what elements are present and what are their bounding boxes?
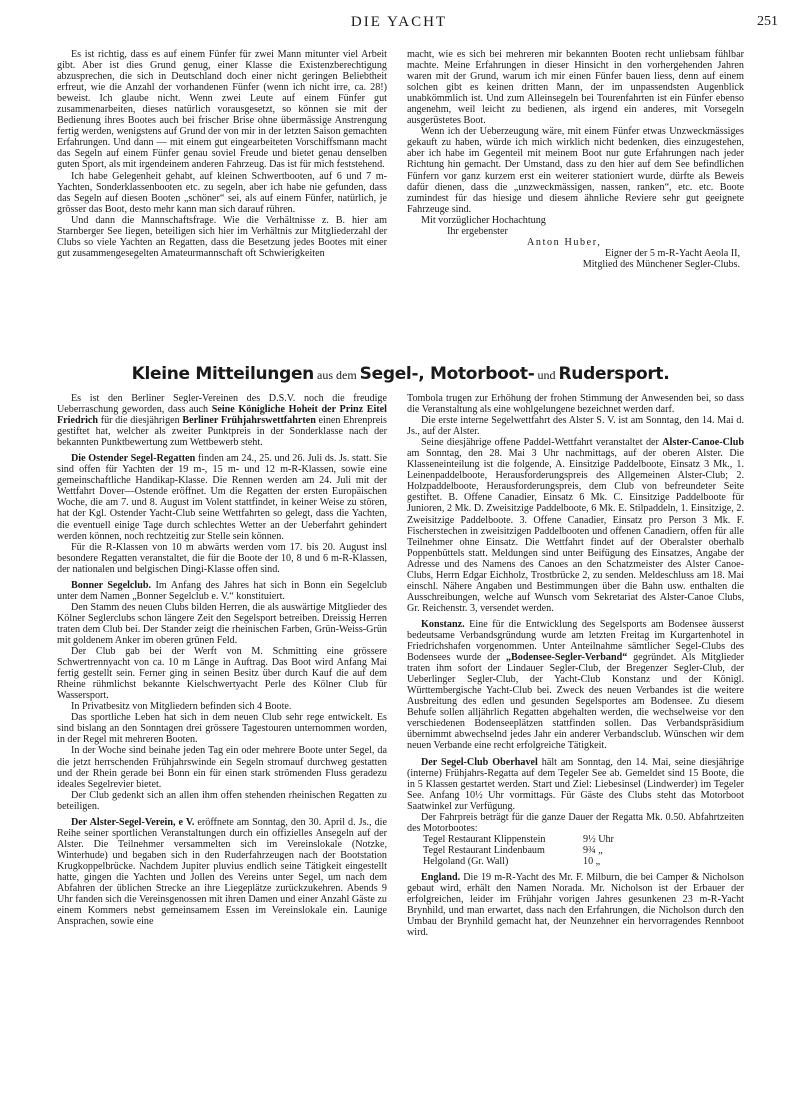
section-heading-text: und — [534, 368, 559, 382]
letter-paragraph: macht, wie es sich bei mehreren mir bekannten Booten recht unliebsam fühlbar machte. Meine Erfahrungen in dieser Hinsicht in den vorhergehenden Jahren waren mit der Grund, warum ich mir einen Fünfer bauen liess, denn auf einem solchen gibt es keinen dritten Mann, der im unpassendsten Augenblick unabkömmlich ist. Und zum Alleinsegeln bei Tourenfahrten ist ein Fünfer ebenso angenehm, weil leicht zu bedienen, als irgend ein anderes, mit Vorsegeln ausgerüstetes Boot. — [407, 49, 744, 127]
news-paragraph: Der Fahrpreis beträgt für die ganze Dauer der Regatta Mk. 0.50. Abfahrtzeiten des Motorbootes: — [407, 811, 744, 834]
letter-paragraph: Ich habe Gelegenheit gehabt, auf kleinen Schwertbooten, auf 6 und 7 m-Yachten, Sonderklassenbooten etc. zu segeln, aber ich habe nie gefunden, dass das Segeln auf diesen Booten „schöner“ sei, als auf einem Fünfer, natürlich, je grösser das Boot, desto mehr kann man sich darauf rühren. — [57, 170, 387, 215]
news-item-prince: Es ist den Berliner Segler-Vereinen des D.S.V. noch die freudige Ueberraschung geworden, dass auch Seine Königliche Hoheit der Prinz Eitel Friedrich für die diesjährigen Berliner Frühjahrswettfahrten einen Ehrenpreis gestiftet hat, welcher als zweiter Punktpreis in der Sonderklasse nach der bekannten Punktbewertung zum Wettbewerb steht. — [57, 393, 387, 449]
letter-closing: Mit vorzüglicher Hochachtung — [421, 214, 546, 226]
news-item-bonn: Bonner Segelclub. Im Anfang des Jahres hat sich in Bonn ein Segelclub unter dem Namen „Bonner Segelclub e. V.“ konstituiert. — [57, 579, 387, 602]
letter-paragraph: Es ist richtig, dass es auf einem Fünfer für zwei Mann mitunter viel Arbeit gibt. Aber ist dies Grund genug, einer Klasse die Existenzberechtigung abzusprechen, die sich in Deutschland doch einer nicht geringen Beliebtheit erfreut, wie die Anzahl der vorhandenen Fünfer (wenn ich nicht irre, ca. 28!) beweist. Ich glaube nicht. Wenn zwei Leute auf einem Fünfer gut zusammenarbeiten, dieses natürlich vorausgesetzt, so können sie mit der Bedienung ihres Bootes auch bei frischer Brise ohne übermässige Anstrengung fertig werden, wenigstens auf Grund der von mir in der letzten Saison gemachten Erfahrungen. Und dann — mit einem gut eingearbeiteten Vorschiffsmann macht das Segeln auf einem Fünfer genau soviel Freude und bietet genau denselben guten Sport, als mit irgendeinem anderen Fahrzeug. Das ist für mich feststehend. — [57, 49, 387, 171]
signature-name: Anton Huber, — [527, 236, 602, 248]
news-item-oberhavel: Der Segel-Club Oberhavel hält am Sonntag, den 14. Mai, seine diesjährige (interne) Frühjahrs-Regatta auf dem Tegeler See ab. Gemeldet sind 15 Boote, die in 5 Klassen gestartet werden. Start und Ziel: Liebesinsel (Lindwerder) im Tegeler See. Anfang 10½ Uhr vormittags. Für Gäste des Clubs steht das Motorboot Saatwinkel zur Verfügung. — [407, 756, 744, 812]
section-heading-main: Rudersport. — [558, 364, 670, 384]
letter-column-right — [407, 49, 744, 270]
page-header — [20, 14, 778, 34]
section-heading-text: aus dem — [314, 368, 360, 382]
section-heading — [57, 364, 744, 384]
news-paragraph: Für die R-Klassen von 10 m abwärts werden vom 17. bis 20. August insl besondere Regatten veranstaltet, die für die Boote der 10, 8 und 6 m-R-Klassen, der nationalen und belgischen Dingi-Klasse offen sind. — [57, 541, 387, 575]
signature-line: Mitglied des Münchener Segler-Clubs. — [582, 258, 740, 270]
signature-line: Eigner der 5 m-R-Yacht Aeola II, — [604, 247, 740, 259]
signature-line: Ihr ergebenster — [447, 225, 508, 237]
list-item: Tegel Restaurant Klippenstein 9½ Uhr — [423, 833, 614, 845]
letter-column-left — [57, 49, 387, 259]
letter-paragraph: Und dann die Mannschaftsfrage. Wie die Verhältnisse z. B. hier am Starnberger See liegen, beteiligen sich hier im Verhältnis zur Mitgliederzahl der Clubs so viele Yachten an Regatten, dass die Besetzung jedes Bootes mit einer gut zusammengesegelten Amateurmannschaft oft Schwierigkeiten — [57, 214, 387, 259]
section-heading-main: Kleine Mitteilungen — [131, 364, 314, 384]
news-item-konstanz: Konstanz. Eine für die Entwicklung des Segelsports am Bodensee äusserst bedeutsame Verbandsgründung wurde am letzten Freitag im Kurgartenhotel in Friedrichshafen vorgenommen. Unter Anteilnahme sämtlicher Segel-Clubs des Bodensees wurde der „Bodensee-Segler-Verband“ gegründet. Als Mitglieder traten ihm sofort der Lindauer Segler-Club, der Bregenzer Segler-Club, der Ueberlinger Segler-Club, der Yacht-Club Konstanz und der Königl. Württembergische Yacht-Club bei. Zweck des neuen Verbandes ist die weitere Ausbreitung des edlen und gesunden Segelsportes am Bodensee. Zu diesem Behufe sollen alljährlich Regatten abgehalten werden, die wechselweise vor den verschiedenen Bodenseeplätzen stattfinden sollen. Das Verbandspräsidium übernimmt abwechselnd jedes Jahr ein anderer Verbandsclub. Wünschen wir dem neuen Verbande eine recht erfolgreiche Tätigkeit. — [407, 618, 744, 752]
news-column-left — [57, 393, 387, 927]
news-item-alster: Der Alster-Segel-Verein, e V. eröffnete am Sonntag, den 30. April d. Js., die Reihe seiner sportlichen Veranstaltungen durch ein offizielles Ansegeln auf der Alster. Die Teilnehmer versammelten sich im Vereinslokale (Notzke, Winterhude) und begaben sich in den Ruderfahrzeugen nach der Bootstation Krugkoppelbrücke. Nachdem Jupiter pluvius endlich seine Tätigkeit eingestellt hatte, gingen die Yachten und Jollen des Vereins unter Segel, um nach dem Abfahren der üblichen Strecke an ihre Liegeplätze zurückzukehren. Abends 9 Uhr fanden sich die Vereinsgenossen mit ihren Damen und einer Anzahl Gäste zu einem Kommers nebst gemeinsamem Essen im Vereinslokale ein. Launige Ansprachen, sowie eine — [57, 816, 387, 928]
news-paragraph: Die erste interne Segelwettfahrt des Alster S. V. ist am Sonntag, den 14. Mai d. Js., auf der Alster. — [407, 415, 744, 438]
news-item-england: England. Die 19 m-R-Yacht des Mr. F. Milburn, die bei Camper & Nicholson gebaut wird, erhält den Namen Norada. Mr. Nicholson ist der Erbauer der erfolgreichen, leider im Frühjahr vorigen Jahres gesunkenen 23 m-R-Yacht Brynhild, und man erwartet, dass nach den Erfahrungen, die Nicholson durch den Umbau der Brynhild gemacht hat, der Neunzehner ein hervorragendes Rennboot wird. — [407, 871, 744, 939]
magazine-title: DIE YACHT — [350, 14, 448, 30]
list-item: Helgoland (Gr. Wall) 10 „ — [423, 855, 601, 867]
letter-signature — [407, 226, 744, 270]
section-heading-main: Segel-, Motorboot- — [359, 364, 535, 384]
page-number: 251 — [757, 14, 778, 29]
news-paragraph: Der Club gab bei der Werft von M. Schmitting eine grössere Schwertrennyacht von ca. 10 m Länge in Auftrag. Das Boot wird Anfang Mai fertig gestellt sein. Ferner ging in seinen Besitz über durch Kauf die auf dem Rheine rühmlichst bekannte Kielschwertyacht Perle des Kölner Club für Wassersport. — [57, 646, 387, 702]
news-paragraph: Das sportliche Leben hat sich in dem neuen Club sehr rege entwickelt. Es sind bislang an den Sonntagen drei grössere Tagestouren unternommen worden, in der Regel mit mehreren Booten. — [57, 712, 387, 746]
news-item-ostende: Die Ostender Segel-Regatten finden am 24., 25. und 26. Juli ds. Js. statt. Sie sind offen für Yachten der 19 m-, 15 m- und 12 m-R-Klassen, sowie eine gemeinschaftliche Handikap-Klasse. Die Rennen werden am 24. Juli mit der Wettfahrt Dover—Ostende eröffnet. Um die Regatten der ersten Europäischen Woche, die am 7. und 8. August im Volent stattfindet, in keiner Weise zu stören, hat der Kgl. Ostender Yacht-Club seine Wettfahrten so gelegt, dass die Yachten, die eventuell einige Tage durch schlechtes Wetter an der Ueberfahrt gehindert werden können, noch rechtzeitig zur Stelle sein können. — [57, 453, 387, 542]
news-paragraph: Tombola trugen zur Erhöhung der frohen Stimmung der Anwesenden bei, so dass die Veranstaltung als eine wohlgelungene bezeichnet werden darf. — [407, 393, 744, 416]
news-item-canoe: Seine diesjährige offene Paddel-Wettfahrt veranstaltet der Alster-Canoe-Club am Sonntag, den 28. Mai 3 Uhr nachmittags, auf der oberen Alster. Die Klasseneinteilung ist die folgende, A. Einsitzige Paddelboote, Einsatz 3 Mk., 1. Leinenpaddelboote, Herausforderungspreis des Allgemeinen Alster-Club; 2. Holzpaddelboote, Herausforderungspreis, dem Club von befreundeter Seite gestiftet. B. Offene Canadier, Einsatz 6 Mk. C. Einsitzige Paddelboote für Junioren, 2 Mk. D. Zweisitzige Paddelboote, 6 Mk. E. Stilpaddeln, 1. Einsitzige, 2. Zweisitzige Paddelboote. 3. Offene Canadier, Einsatz pro Person 3 Mk. F. Fischerstechen in zweisitzigen Paddelbooten und offenen Canadiern, offen für alle Teilnehmer ohne Einsatz. Die Wettfahrt findet auf der Oberalster oberhalb Poppenbüttels statt. Meldungen sind unter Beifügung des Einsatzes, Angabe der Adresse und des Namens des Canoes an den Schatzmeister des Alster Canoe-Clubs, Herrn Edgar Eichholz, Trostbrücke 2, zu senden. Meldeschluss am 18. Mai einschl. Nähere Angaben und Bestimmungen über die Bahn usw. enthalten die Ausschreibungen, welche auf Wunsch vom Sekretariat des Alster-Canoe Clubs, Gr. Reichenstr. 3, versendet werden. — [407, 437, 744, 614]
news-paragraph: Den Stamm des neuen Clubs bilden Herren, die als auswärtige Mitglieder des Kölner Seglerclubs schon längere Zeit den Segelsport betreiben. Dreissig Herren traten dem Club bei. Der Stander zeigt die rheinischen Farben, Grün-Weiss-Grün mit goldenem Anker im oberen grünen Feld. — [57, 601, 387, 646]
news-paragraph: Der Club gedenkt sich an allen ihm offen stehenden rheinischen Regatten zu beteiligen. — [57, 789, 387, 812]
letter-paragraph: Wenn ich der Ueberzeugung wäre, mit einem Fünfer etwas Unzweckmässiges gekauft zu haben, würde ich mich wirklich nicht bedenken, dies einzugestehen, aber ich habe im Gegenteil mit meinem Boot nur gute Erfahrungen nach jeder Richtung hin gemacht. Der Umstand, dass zu den hier auf dem See befindlichen Fünfern vor ganz kurzem erst ein weiterer stationiert wurde, dürfte als Beweis dafür dienen, dass die „unzweckmässigen, nassen, ranken“, etc. etc. Boote zumindest für das hiesige und diesem ähnliche Reviere sehr gut geeignete Fahrzeuge sind. — [407, 126, 744, 215]
departure-times-list — [407, 834, 744, 867]
list-item: Tegel Restaurant Lindenbaum 9¾ „ — [423, 844, 603, 856]
news-column-right — [407, 393, 744, 938]
news-paragraph: In Privatbesitz von Mitgliedern befinden sich 4 Boote. — [71, 701, 292, 713]
news-paragraph: In der Woche sind beinahe jeden Tag ein oder mehrere Boote unter Segel, da die jetzt herrschenden Frühjahrswinde ein Segeln stromauf durchweg gestatten und der Rhein gerade bei Bonn ein für einen stark strömenden Fluss geradezu ideales Segelrevier bietet. — [57, 745, 387, 790]
